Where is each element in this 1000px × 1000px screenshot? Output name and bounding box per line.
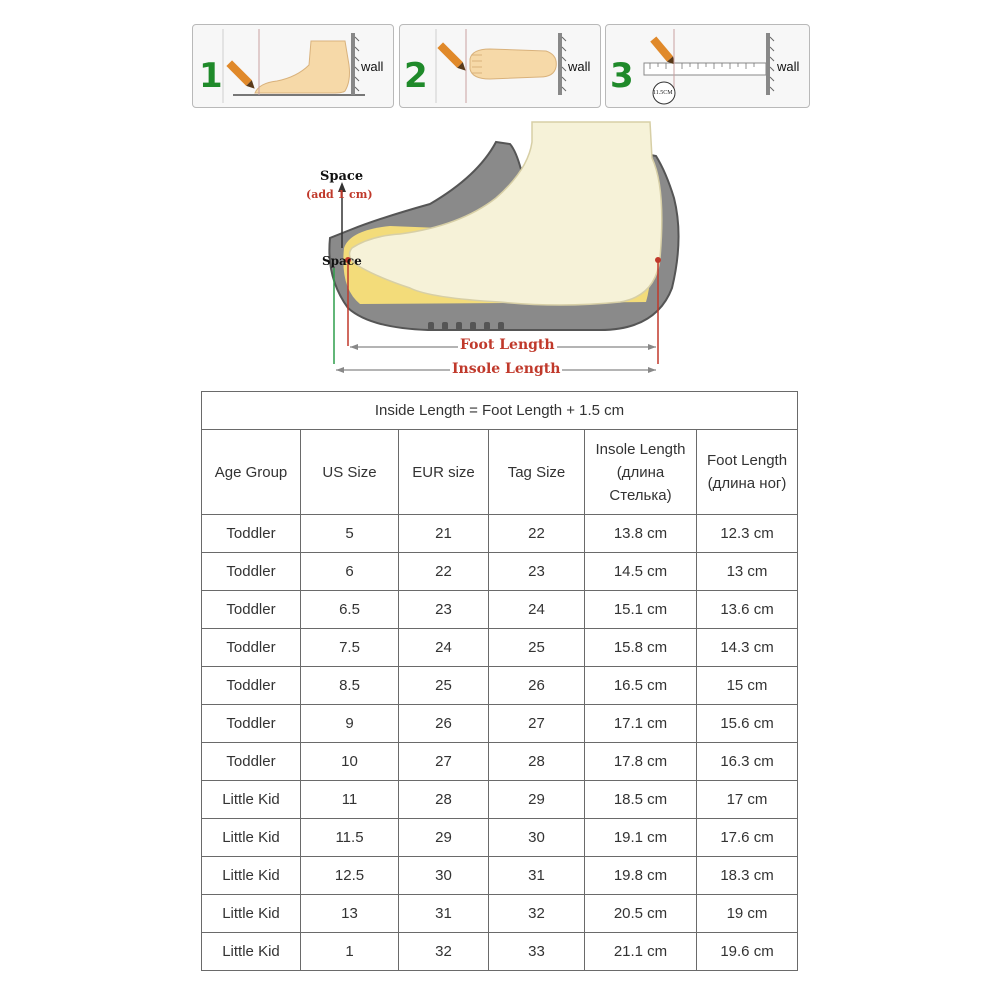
age-group-cell: Little Kid bbox=[202, 857, 301, 895]
foot-length-cell: 13 cm bbox=[697, 553, 798, 591]
age-group-cell: Little Kid bbox=[202, 781, 301, 819]
foot-length-cell: 17 cm bbox=[697, 781, 798, 819]
tag-size-cell: 29 bbox=[489, 781, 585, 819]
table-row bbox=[202, 933, 798, 971]
foot-length-cell: 13.6 cm bbox=[697, 591, 798, 629]
us-size-cell: 5 bbox=[301, 515, 399, 553]
tag-size-cell: 25 bbox=[489, 629, 585, 667]
eur-size-cell: 22 bbox=[399, 553, 489, 591]
foot-length-cell: 17.6 cm bbox=[697, 819, 798, 857]
us-size-cell: 10 bbox=[301, 743, 399, 781]
header-eur-size: EUR size bbox=[399, 430, 489, 515]
wall-shape bbox=[351, 33, 355, 95]
insole-length-cell: 17.8 cm bbox=[585, 743, 697, 781]
header-age-group: Age Group bbox=[202, 430, 301, 515]
tag-size-cell: 22 bbox=[489, 515, 585, 553]
insole-length-cell: 20.5 cm bbox=[585, 895, 697, 933]
eur-size-cell: 28 bbox=[399, 781, 489, 819]
pencil-icon bbox=[226, 60, 257, 91]
wall-shape bbox=[558, 33, 562, 95]
ruler-shape bbox=[644, 63, 766, 75]
diagram-space-label: Space bbox=[322, 254, 362, 268]
us-size-cell: 12.5 bbox=[301, 857, 399, 895]
foot-length-cell: 15 cm bbox=[697, 667, 798, 705]
foot-length-cell: 14.3 cm bbox=[697, 629, 798, 667]
tag-size-cell: 31 bbox=[489, 857, 585, 895]
tag-size-cell: 28 bbox=[489, 743, 585, 781]
table-row bbox=[202, 591, 798, 629]
foot-length-cell: 16.3 cm bbox=[697, 743, 798, 781]
header-foot-length bbox=[697, 430, 798, 515]
tag-size-cell: 23 bbox=[489, 553, 585, 591]
table-row bbox=[202, 781, 798, 819]
header-insole-length bbox=[585, 430, 697, 515]
age-group-cell: Toddler bbox=[202, 743, 301, 781]
us-size-cell: 7.5 bbox=[301, 629, 399, 667]
insole-length-cell: 15.8 cm bbox=[585, 629, 697, 667]
size-chart-table bbox=[201, 391, 798, 971]
age-group-cell: Little Kid bbox=[202, 819, 301, 857]
age-group-cell: Toddler bbox=[202, 591, 301, 629]
age-group-cell: Toddler bbox=[202, 515, 301, 553]
us-size-cell: 6 bbox=[301, 553, 399, 591]
header-foot-length-ru: (длина ног) bbox=[707, 475, 787, 492]
table-row bbox=[202, 705, 798, 743]
table-row bbox=[202, 857, 798, 895]
foot-length-cell: 19 cm bbox=[697, 895, 798, 933]
insole-length-cell: 16.5 cm bbox=[585, 667, 697, 705]
us-size-cell: 1 bbox=[301, 933, 399, 971]
wall-label: wall bbox=[361, 59, 384, 74]
wall-label: wall bbox=[568, 59, 591, 74]
us-size-cell: 11 bbox=[301, 781, 399, 819]
header-insole-length-en: Insole Length bbox=[595, 440, 686, 458]
tag-size-cell: 30 bbox=[489, 819, 585, 857]
insole-length-label: Insole Length bbox=[452, 361, 561, 377]
foot-length-cell: 12.3 cm bbox=[697, 515, 798, 553]
insole-length-cell: 13.8 cm bbox=[585, 515, 697, 553]
table-row bbox=[202, 553, 798, 591]
table-row bbox=[202, 819, 798, 857]
tag-size-cell: 24 bbox=[489, 591, 585, 629]
formula-cell: Inside Length = Foot Length + 1.5 cm bbox=[202, 392, 798, 430]
insole-length-cell: 15.1 cm bbox=[585, 591, 697, 629]
insole-length-cell: 17.1 cm bbox=[585, 705, 697, 743]
foot-length-cell: 18.3 cm bbox=[697, 857, 798, 895]
eur-size-cell: 23 bbox=[399, 591, 489, 629]
shoe-measurement-diagram bbox=[300, 118, 700, 380]
age-group-cell: Little Kid bbox=[202, 895, 301, 933]
step-panel-2 bbox=[399, 24, 601, 108]
eur-size-cell: 21 bbox=[399, 515, 489, 553]
space-label: Space bbox=[320, 169, 364, 184]
foot-length-cell: 19.6 cm bbox=[697, 933, 798, 971]
header-us-size: US Size bbox=[301, 430, 399, 515]
eur-size-cell: 27 bbox=[399, 743, 489, 781]
step-2-number: 2 bbox=[404, 56, 428, 96]
tag-size-cell: 27 bbox=[489, 705, 585, 743]
tag-size-cell: 26 bbox=[489, 667, 585, 705]
tag-size-cell: 33 bbox=[489, 933, 585, 971]
pencil-icon bbox=[437, 42, 468, 73]
wall-label: wall bbox=[777, 59, 800, 74]
foot-top-shape bbox=[470, 49, 556, 79]
eur-size-cell: 29 bbox=[399, 819, 489, 857]
age-group-cell: Toddler bbox=[202, 667, 301, 705]
eur-size-cell: 32 bbox=[399, 933, 489, 971]
insole-length-cell: 19.8 cm bbox=[585, 857, 697, 895]
table-row bbox=[202, 667, 798, 705]
foot-length-cell: 15.6 cm bbox=[697, 705, 798, 743]
pencil-icon bbox=[650, 37, 677, 67]
table-row bbox=[202, 629, 798, 667]
step-1-number: 1 bbox=[199, 56, 223, 96]
eur-size-cell: 30 bbox=[399, 857, 489, 895]
space-note: (add 1 cm) bbox=[306, 188, 373, 201]
us-size-cell: 8.5 bbox=[301, 667, 399, 705]
header-foot-length-en: Foot Length bbox=[706, 452, 788, 469]
insole-length-cell: 19.1 cm bbox=[585, 819, 697, 857]
us-size-cell: 11.5 bbox=[301, 819, 399, 857]
us-size-cell: 9 bbox=[301, 705, 399, 743]
eur-size-cell: 26 bbox=[399, 705, 489, 743]
age-group-cell: Toddler bbox=[202, 705, 301, 743]
eur-size-cell: 24 bbox=[399, 629, 489, 667]
measure-label: 11.5CM bbox=[653, 90, 673, 96]
us-size-cell: 6.5 bbox=[301, 591, 399, 629]
wall-shape bbox=[766, 33, 770, 95]
step-panel-3 bbox=[605, 24, 810, 108]
eur-size-cell: 31 bbox=[399, 895, 489, 933]
age-group-cell: Toddler bbox=[202, 553, 301, 591]
wall-hatching bbox=[355, 37, 359, 91]
tag-size-cell: 32 bbox=[489, 895, 585, 933]
insole-length-cell: 21.1 cm bbox=[585, 933, 697, 971]
insole-length-cell: 18.5 cm bbox=[585, 781, 697, 819]
eur-size-cell: 25 bbox=[399, 667, 489, 705]
table-row bbox=[202, 515, 798, 553]
foot-length-label: Foot Length bbox=[460, 337, 555, 353]
table-row bbox=[202, 743, 798, 781]
age-group-cell: Little Kid bbox=[202, 933, 301, 971]
insole-length-cell: 14.5 cm bbox=[585, 553, 697, 591]
age-group-cell: Toddler bbox=[202, 629, 301, 667]
header-tag-size: Tag Size bbox=[489, 430, 585, 515]
size-table-body bbox=[202, 515, 798, 971]
header-insole-length-ru: (длина Стелька) bbox=[609, 463, 672, 504]
table-row bbox=[202, 895, 798, 933]
us-size-cell: 13 bbox=[301, 895, 399, 933]
step-3-number: 3 bbox=[610, 56, 634, 96]
step-panel-1 bbox=[192, 24, 394, 108]
foot-side-shape bbox=[255, 41, 350, 93]
